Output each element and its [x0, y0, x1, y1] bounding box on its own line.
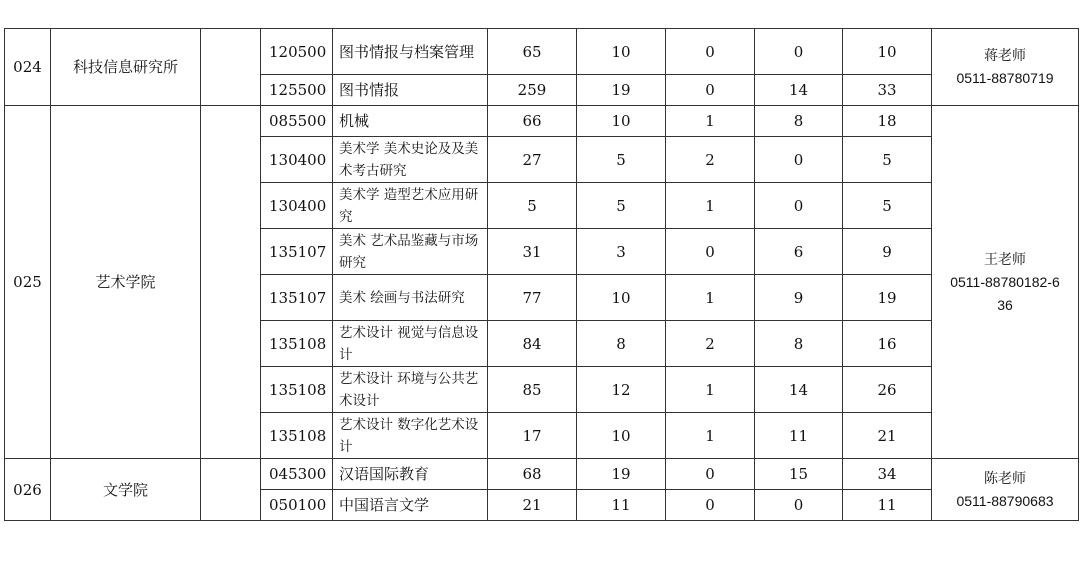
count-cell: 5 [843, 183, 932, 229]
count-cell: 14 [755, 367, 843, 413]
count-cell: 0 [666, 459, 755, 490]
count-cell: 1 [666, 413, 755, 459]
count-cell: 31 [488, 229, 577, 275]
count-cell: 0 [755, 29, 843, 75]
contact-cell [932, 459, 1079, 521]
contact-phone: 0511-88790683 [956, 492, 1054, 509]
count-cell: 21 [488, 490, 577, 521]
contact-name: 蒋老师 [984, 47, 1026, 63]
major-name-cell: 机械 [333, 106, 488, 137]
dept-id-cell: 026 [5, 459, 51, 521]
count-cell: 10 [843, 29, 932, 75]
count-cell: 17 [488, 413, 577, 459]
major-code-cell: 135107 [261, 229, 333, 275]
major-code-cell: 135108 [261, 321, 333, 367]
major-name-cell: 中国语言文学 [333, 490, 488, 521]
count-cell: 0 [755, 490, 843, 521]
count-cell: 10 [577, 275, 666, 321]
table-row [5, 106, 1079, 137]
count-cell: 0 [666, 75, 755, 106]
count-cell: 1 [666, 106, 755, 137]
count-cell: 34 [843, 459, 932, 490]
count-cell: 3 [577, 229, 666, 275]
major-code-cell: 130400 [261, 183, 333, 229]
count-cell: 10 [577, 106, 666, 137]
major-code-cell: 050100 [261, 490, 333, 521]
contact-name: 王老师 [984, 250, 1026, 267]
table-row [5, 459, 1079, 490]
dept-name-cell: 科技信息研究所 [51, 29, 201, 106]
count-cell: 65 [488, 29, 577, 75]
count-cell: 8 [755, 106, 843, 137]
count-cell: 5 [488, 183, 577, 229]
count-cell: 259 [488, 75, 577, 106]
count-cell: 85 [488, 367, 577, 413]
count-cell: 10 [577, 413, 666, 459]
count-cell: 8 [577, 321, 666, 367]
count-cell: 19 [843, 275, 932, 321]
major-code-cell: 135107 [261, 275, 333, 321]
count-cell: 11 [843, 490, 932, 521]
count-cell: 68 [488, 459, 577, 490]
count-cell: 5 [577, 183, 666, 229]
count-cell: 27 [488, 137, 577, 183]
major-name-cell: 艺术设计 视觉与信息设计 [333, 321, 488, 367]
major-name-cell: 美术学 美术史论及及美术考古研究 [333, 137, 488, 183]
count-cell: 84 [488, 321, 577, 367]
contact-name: 陈老师 [984, 469, 1026, 486]
count-cell: 0 [666, 490, 755, 521]
major-code-cell: 125500 [261, 75, 333, 106]
count-cell: 66 [488, 106, 577, 137]
major-code-cell: 135108 [261, 413, 333, 459]
major-code-cell: 085500 [261, 106, 333, 137]
contact-phone: 0511-88780182-636 [950, 273, 1060, 313]
count-cell: 11 [755, 413, 843, 459]
dept-name-cell: 艺术学院 [51, 106, 201, 459]
count-cell: 9 [843, 229, 932, 275]
count-cell: 19 [577, 75, 666, 106]
count-cell: 16 [843, 321, 932, 367]
count-cell: 1 [666, 367, 755, 413]
count-cell: 0 [755, 137, 843, 183]
count-cell: 9 [755, 275, 843, 321]
major-name-cell: 美术 艺术品鉴藏与市场研究 [333, 229, 488, 275]
count-cell: 12 [577, 367, 666, 413]
count-cell: 15 [755, 459, 843, 490]
count-cell: 21 [843, 413, 932, 459]
count-cell: 11 [577, 490, 666, 521]
contact-cell [932, 106, 1079, 459]
major-name-cell: 美术 绘画与书法研究 [333, 275, 488, 321]
major-name-cell: 艺术设计 数字化艺术设计 [333, 413, 488, 459]
blank-cell [201, 29, 261, 106]
count-cell: 26 [843, 367, 932, 413]
table-row [5, 29, 1079, 75]
count-cell: 0 [666, 229, 755, 275]
major-name-cell: 图书情报与档案管理 [333, 29, 488, 75]
major-code-cell: 120500 [261, 29, 333, 75]
dept-id-cell: 025 [5, 106, 51, 459]
count-cell: 8 [755, 321, 843, 367]
count-cell: 33 [843, 75, 932, 106]
major-name-cell: 图书情报 [333, 75, 488, 106]
count-cell: 0 [666, 29, 755, 75]
count-cell: 19 [577, 459, 666, 490]
count-cell: 0 [755, 183, 843, 229]
count-cell: 1 [666, 275, 755, 321]
major-name-cell: 艺术设计 环境与公共艺术设计 [333, 367, 488, 413]
count-cell: 18 [843, 106, 932, 137]
count-cell: 10 [577, 29, 666, 75]
blank-cell [201, 106, 261, 459]
count-cell: 14 [755, 75, 843, 106]
count-cell: 77 [488, 275, 577, 321]
blank-cell [201, 459, 261, 521]
major-code-cell: 135108 [261, 367, 333, 413]
count-cell: 2 [666, 137, 755, 183]
contact-phone: 0511-88780719 [956, 70, 1054, 86]
dept-name-cell: 文学院 [51, 459, 201, 521]
major-code-cell: 045300 [261, 459, 333, 490]
major-name-cell: 汉语国际教育 [333, 459, 488, 490]
major-code-cell: 130400 [261, 137, 333, 183]
enrollment-table [4, 28, 1079, 521]
count-cell: 5 [843, 137, 932, 183]
contact-cell [932, 29, 1079, 106]
major-name-cell: 美术学 造型艺术应用研究 [333, 183, 488, 229]
count-cell: 6 [755, 229, 843, 275]
count-cell: 1 [666, 183, 755, 229]
count-cell: 2 [666, 321, 755, 367]
count-cell: 5 [577, 137, 666, 183]
dept-id-cell: 024 [5, 29, 51, 106]
